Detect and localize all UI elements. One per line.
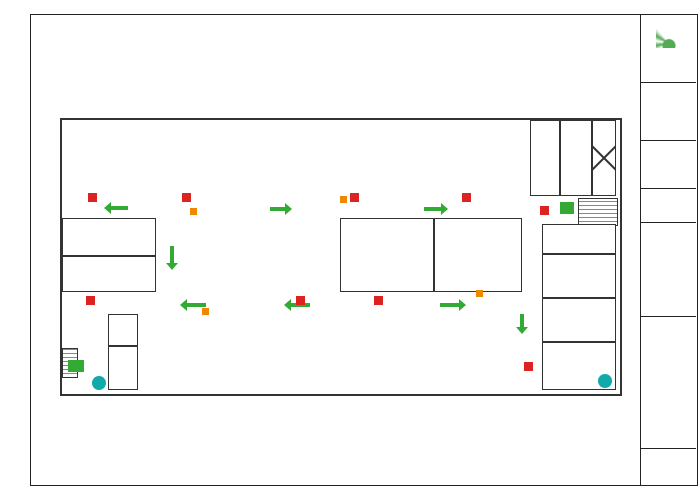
reception-area (530, 120, 560, 196)
fire-hydrant-icon (524, 362, 533, 371)
nursery-room (542, 254, 616, 298)
fire-extinguisher-icon (340, 196, 347, 203)
fire-hydrant-icon (296, 296, 305, 305)
sidebar-divider (640, 82, 696, 83)
mom-rest-area (434, 218, 522, 292)
sidebar-divider (640, 140, 696, 141)
sidebar-frame (640, 14, 698, 486)
evac-arrow-down (520, 314, 524, 328)
fire-hydrant-icon (88, 193, 97, 202)
room-2316 (62, 256, 156, 292)
fire-hydrant-icon (374, 296, 383, 305)
evac-arrow-right (424, 207, 442, 211)
valve-left (92, 376, 106, 390)
sidebar-divider (640, 316, 696, 317)
evac-arrow-left (110, 206, 128, 210)
fire-extinguisher-icon (202, 308, 209, 315)
fire-hydrant-icon (182, 193, 191, 202)
fire-extinguisher-icon (190, 208, 197, 215)
sidebar-divider (640, 188, 696, 189)
elevator-hall (560, 120, 592, 196)
elevator-shaft (592, 120, 616, 196)
sidebar-divider (640, 448, 696, 449)
stair-right-top (578, 198, 618, 226)
sidebar-divider (640, 222, 696, 223)
work-room (108, 346, 138, 390)
right-room-75 (542, 224, 616, 254)
evac-arrow-left (186, 303, 206, 307)
evac-arrow-down (170, 246, 174, 264)
hotel-logo-icon (656, 24, 682, 48)
steam-room (108, 314, 138, 346)
right-room-73 (542, 298, 616, 342)
mom-classroom (340, 218, 434, 292)
fire-hydrant-icon (350, 193, 359, 202)
evac-arrow-right (440, 303, 460, 307)
exit-sign-right (560, 202, 574, 214)
valve-right (598, 374, 612, 388)
fire-hydrant-icon (86, 296, 95, 305)
room-2318 (62, 218, 156, 256)
fire-hydrant-icon (462, 193, 471, 202)
evac-arrow-right (270, 207, 286, 211)
exit-sign-left (68, 360, 84, 372)
fire-hydrant-icon (540, 206, 549, 215)
fire-extinguisher-icon (476, 290, 483, 297)
